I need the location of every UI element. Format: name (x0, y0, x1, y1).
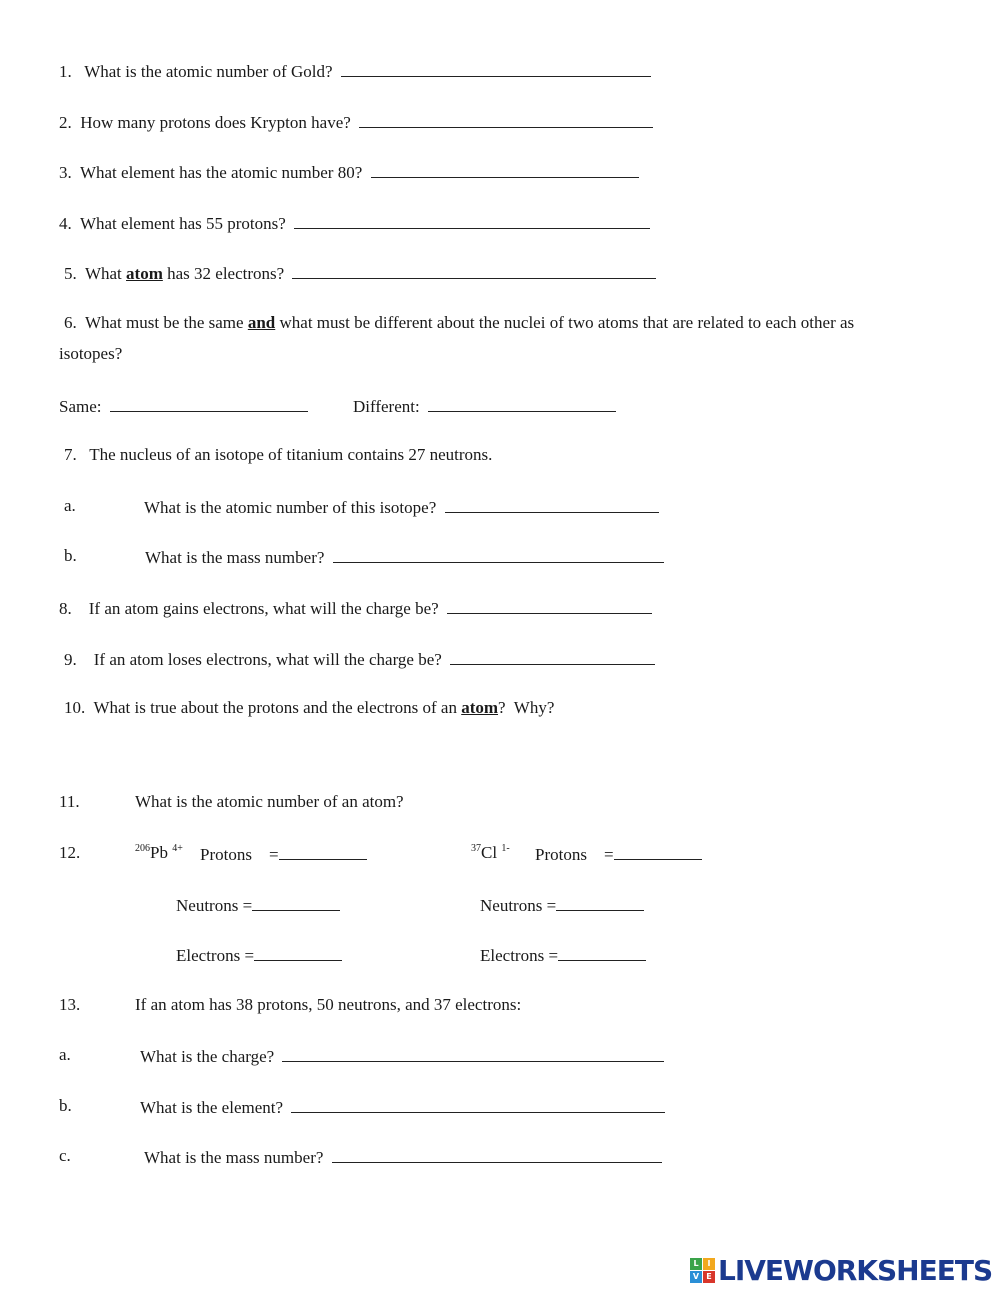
answer-blank-1[interactable] (341, 60, 651, 77)
cl-neutrons-blank[interactable] (556, 894, 644, 911)
question-4 (59, 212, 650, 234)
question-text: The nucleus of an isotope of titanium contains 27 neutrons. (89, 445, 493, 464)
protons-label: Protons = (200, 845, 279, 864)
pb-protons-row (200, 843, 367, 865)
element-symbol: Cl (481, 843, 498, 862)
question-text-end: what must be different about the nuclei of two atoms that are related to each other as (279, 313, 855, 332)
question-12-number: 12. (59, 843, 81, 862)
same-label: Same: (59, 397, 102, 416)
ion-charge: 1- (501, 843, 510, 854)
question-number: 6. (64, 313, 77, 332)
question-3 (59, 161, 639, 183)
question-text: What is the mass number? (144, 1148, 324, 1167)
cl-protons-row (535, 843, 702, 865)
question-text: What element has the atomic number 80? (79, 163, 363, 182)
question-13b-label: b. (59, 1096, 72, 1115)
question-number: 2. (59, 113, 72, 132)
answer-blank-2[interactable] (359, 111, 653, 128)
question-text: How many protons does Krypton have? (80, 113, 351, 132)
question-2 (59, 111, 653, 133)
question-13a-label: a. (59, 1045, 71, 1064)
question-text: If an atom loses electrons, what will the charge be? (93, 650, 442, 669)
question-7b (145, 546, 664, 568)
answer-blank-13c[interactable] (332, 1146, 662, 1163)
question-text-start: What (84, 264, 122, 283)
question-5 (64, 262, 656, 284)
question-1 (59, 60, 651, 82)
logo-mark-icon (690, 1258, 715, 1283)
logo-mark-i: I (703, 1258, 715, 1270)
pb-neutrons-row (176, 894, 340, 916)
question-text-continued: isotopes? (59, 344, 123, 363)
pb-neutrons-blank[interactable] (252, 894, 340, 911)
protons-label: Protons = (535, 845, 614, 864)
question-8 (59, 597, 652, 619)
mass-number: 37 (471, 843, 481, 854)
question-text: What is the atomic number of this isotope? (144, 498, 437, 517)
pb-electrons-blank[interactable] (254, 944, 342, 961)
question-7a (144, 496, 659, 518)
answer-blank-7b[interactable] (333, 546, 664, 563)
logo-mark-e: E (703, 1271, 715, 1283)
question-13-number: 13. (59, 995, 81, 1014)
question-6-line-2 (59, 344, 122, 364)
question-text: If an atom gains electrons, what will the charge be? (88, 599, 439, 618)
question-9 (64, 648, 655, 670)
cl-electrons-row (480, 944, 646, 966)
answer-blank-4[interactable] (294, 212, 650, 229)
answer-blank-3[interactable] (371, 161, 639, 178)
same-row (59, 395, 308, 417)
question-text-end: has 32 electrons? (167, 264, 285, 283)
pb-protons-blank[interactable] (279, 843, 367, 860)
isotope-cl (471, 843, 510, 863)
different-row (353, 395, 616, 417)
emphasis-word: and (247, 313, 276, 332)
pb-electrons-row (176, 944, 342, 966)
emphasis-word: atom (461, 698, 499, 717)
question-6 (64, 313, 854, 333)
question-7b-label: b. (64, 546, 77, 565)
question-7 (64, 445, 492, 465)
question-number: 1. (59, 62, 72, 81)
cl-electrons-blank[interactable] (558, 944, 646, 961)
question-number: 4. (59, 214, 72, 233)
question-13b (140, 1096, 665, 1118)
electrons-label: Electrons = (176, 946, 255, 965)
answer-blank-8[interactable] (447, 597, 652, 614)
question-13c (144, 1146, 662, 1168)
question-number: 9. (64, 650, 77, 669)
isotope-pb (135, 843, 183, 863)
answer-blank-9[interactable] (450, 648, 655, 665)
question-number: 10. (64, 698, 86, 717)
question-13a (140, 1045, 664, 1067)
mass-number: 206 (135, 843, 150, 854)
question-11: What is the atomic number of an atom? (135, 792, 404, 811)
different-label: Different: (353, 397, 420, 416)
cl-neutrons-row (480, 894, 644, 916)
question-11-number: 11. (59, 792, 80, 811)
question-text: What is the mass number? (145, 548, 325, 567)
cl-protons-blank[interactable] (614, 843, 702, 860)
question-text: What is the charge? (140, 1047, 275, 1066)
logo-text: LIVEWORKSHEETS (718, 1253, 993, 1287)
answer-blank-5[interactable] (292, 262, 656, 279)
ion-charge: 4+ (172, 843, 183, 854)
answer-blank-7a[interactable] (445, 496, 659, 513)
neutrons-label: Neutrons = (176, 896, 253, 915)
question-number: 5. (64, 264, 77, 283)
question-text: What is the atomic number of Gold? (84, 62, 333, 81)
question-text: What is the element? (140, 1098, 284, 1117)
logo-mark-v: V (690, 1271, 702, 1283)
question-text-start: What must be the same (84, 313, 244, 332)
answer-blank-13a[interactable] (282, 1045, 664, 1062)
question-number: 3. (59, 163, 72, 182)
question-text: What element has 55 protons? (79, 214, 286, 233)
question-number: 7. (64, 445, 77, 464)
emphasis-word: atom (126, 264, 163, 283)
question-10 (64, 698, 554, 718)
question-7a-label: a. (64, 496, 76, 515)
question-text-start: What is true about the protons and the electrons of an (93, 698, 457, 717)
different-answer-blank[interactable] (428, 395, 616, 412)
liveworksheets-logo (690, 1254, 992, 1286)
same-answer-blank[interactable] (110, 395, 308, 412)
answer-blank-13b[interactable] (291, 1096, 665, 1113)
question-13c-label: c. (59, 1146, 71, 1165)
question-number: 8. (59, 599, 72, 618)
question-text-end: ? Why? (498, 698, 555, 717)
element-symbol: Pb (150, 843, 168, 862)
logo-mark-l: L (690, 1258, 702, 1270)
neutrons-label: Neutrons = (480, 896, 557, 915)
question-13: If an atom has 38 protons, 50 neutrons, and 37 electrons: (135, 995, 522, 1014)
electrons-label: Electrons = (480, 946, 559, 965)
